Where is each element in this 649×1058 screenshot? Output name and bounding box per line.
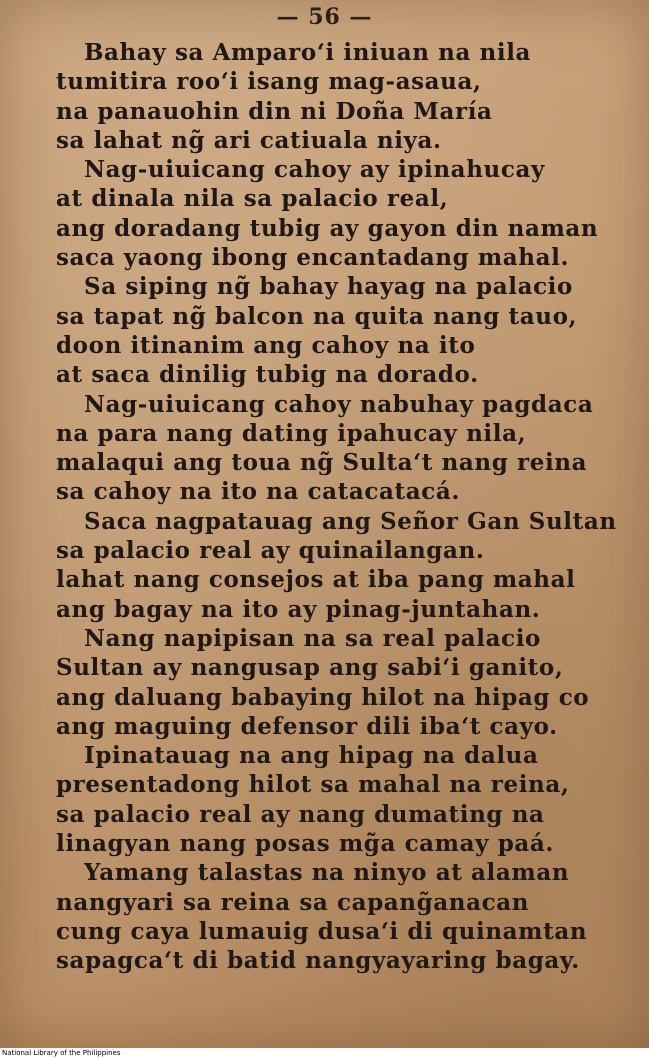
verse-line: doon itinanim ang cahoy na ito	[56, 331, 476, 359]
verse-line: Nag-uiuicang cahoy nabuhay pagdaca	[84, 390, 594, 418]
stanza-2	[56, 155, 636, 272]
verse-line: Sultan ay nangusap ang sabi‘i ganito,	[56, 654, 564, 682]
verse-line: Bahay sa Amparo‘i iniuan na nila	[84, 39, 532, 66]
verse-line: cung caya lumauig dusa‘i di quinamtan	[56, 917, 588, 945]
library-credit: National Library of the Philippines	[0, 1048, 649, 1058]
verse-line: ang maguing defensor dili iba‘t cayo.	[56, 712, 558, 740]
poem-body	[56, 38, 636, 976]
verse-line: at dinala nila sa palacio real,	[56, 185, 449, 213]
verse-line: Nag-uiuicang cahoy ay ipinahucay	[84, 156, 545, 184]
verse-line: at saca dinilig tubig na dorado.	[56, 361, 479, 389]
verse-line: sa tapat ng̃ balcon na quita nang tauo,	[56, 302, 578, 330]
verse-line: sa palacio real ay nang dumating na	[56, 800, 545, 828]
verse-line: nangyari sa reina sa capang̃anacan	[56, 888, 530, 916]
verse-line: sa lahat ng̃ ari catiuala niya.	[56, 126, 442, 154]
stanza-5	[56, 507, 636, 624]
verse-line: malaqui ang toua ng̃ Sulta‘t nang reina	[56, 449, 588, 477]
verse-line: lahat nang consejos at iba pang mahal	[56, 566, 576, 594]
stanza-4	[56, 390, 636, 507]
stanza-8	[56, 858, 636, 975]
stanza-1	[56, 38, 636, 155]
verse-line: ang doradang tubig ay gayon din naman	[56, 214, 599, 242]
verse-line: linagyan nang posas mg̃a camay paá.	[56, 830, 554, 858]
stanza-7	[56, 741, 636, 858]
verse-line: sapagca‘t di batid nangyayaring bagay.	[56, 947, 580, 975]
verse-line: sa palacio real ay quinailangan.	[56, 537, 485, 565]
page-number: — 56 —	[276, 4, 373, 30]
verse-line: tumitira roo‘i isang mag-asaua,	[56, 68, 482, 96]
verse-line: Sa siping ng̃ bahay hayag na palacio	[84, 273, 573, 301]
verse-line: saca yaong ibong encantadang mahal.	[56, 244, 570, 272]
stanza-6	[56, 624, 636, 741]
verse-line: Ipinatauag na ang hipag na dalua	[84, 742, 539, 770]
verse-line: sa cahoy na ito na catacatacá.	[56, 478, 460, 506]
verse-line: Nang napipisan na sa real palacio	[84, 624, 541, 652]
verse-line: Saca nagpatauag ang Señor Gan Sultan	[84, 507, 617, 535]
verse-line: Yamang talastas na ninyo at alaman	[84, 859, 570, 887]
stanza-3	[56, 272, 636, 389]
verse-line: na para nang dating ipahucay nila,	[56, 419, 527, 447]
verse-line: presentadong hilot sa mahal na reina,	[56, 771, 570, 799]
verse-line: na panauohin din ni Doña María	[56, 97, 493, 125]
verse-line: ang daluang babaying hilot na hipag co	[56, 683, 590, 711]
verse-line: ang bagay na ito ay pinag-juntahan.	[56, 595, 541, 623]
